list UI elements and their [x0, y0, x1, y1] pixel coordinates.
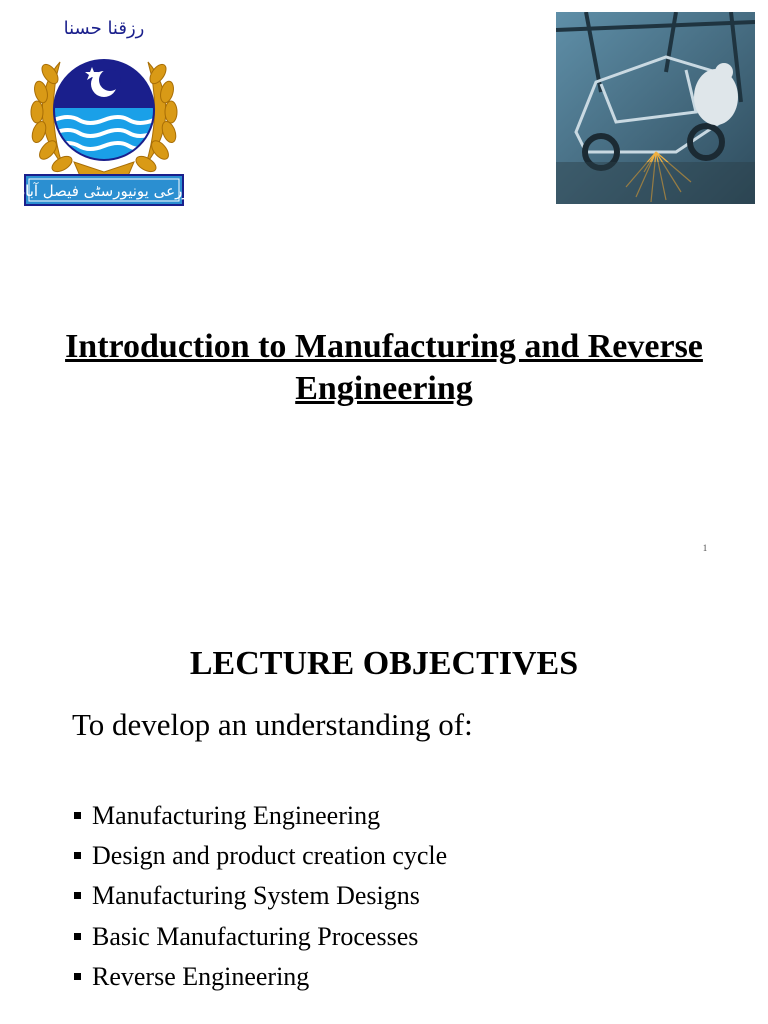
bullet-icon [74, 852, 81, 859]
bullet-icon [74, 933, 81, 940]
list-item [74, 796, 447, 836]
objective-text: Design and product creation cycle [92, 841, 448, 871]
objectives-intro: To develop an understanding of: [72, 707, 473, 742]
objective-text: Manufacturing Engineering [92, 801, 381, 830]
bullet-icon [74, 892, 81, 899]
list-item [74, 836, 447, 876]
objective-text: Manufacturing System Designs [92, 881, 420, 911]
logo-banner-text: زرعی یونیورسٹی فیصل آباد [24, 182, 184, 200]
logo-motto: رزقنا حسنا [63, 18, 145, 39]
slide-title: Introduction to Manufacturing and Reverse Engineering [65, 328, 703, 407]
objectives-heading: LECTURE OBJECTIVES [189, 645, 579, 682]
bullet-icon [74, 812, 81, 819]
list-item [74, 876, 447, 916]
list-item [74, 917, 447, 957]
car-assembly-photo [556, 12, 755, 204]
list-item [74, 957, 447, 997]
objective-text: Basic Manufacturing Processes [92, 921, 419, 951]
page-number: 1 [702, 543, 708, 553]
objective-text: Reverse Engineering [92, 961, 310, 991]
university-logo [24, 12, 184, 208]
objectives-list [74, 796, 447, 997]
bullet-icon [74, 973, 81, 980]
